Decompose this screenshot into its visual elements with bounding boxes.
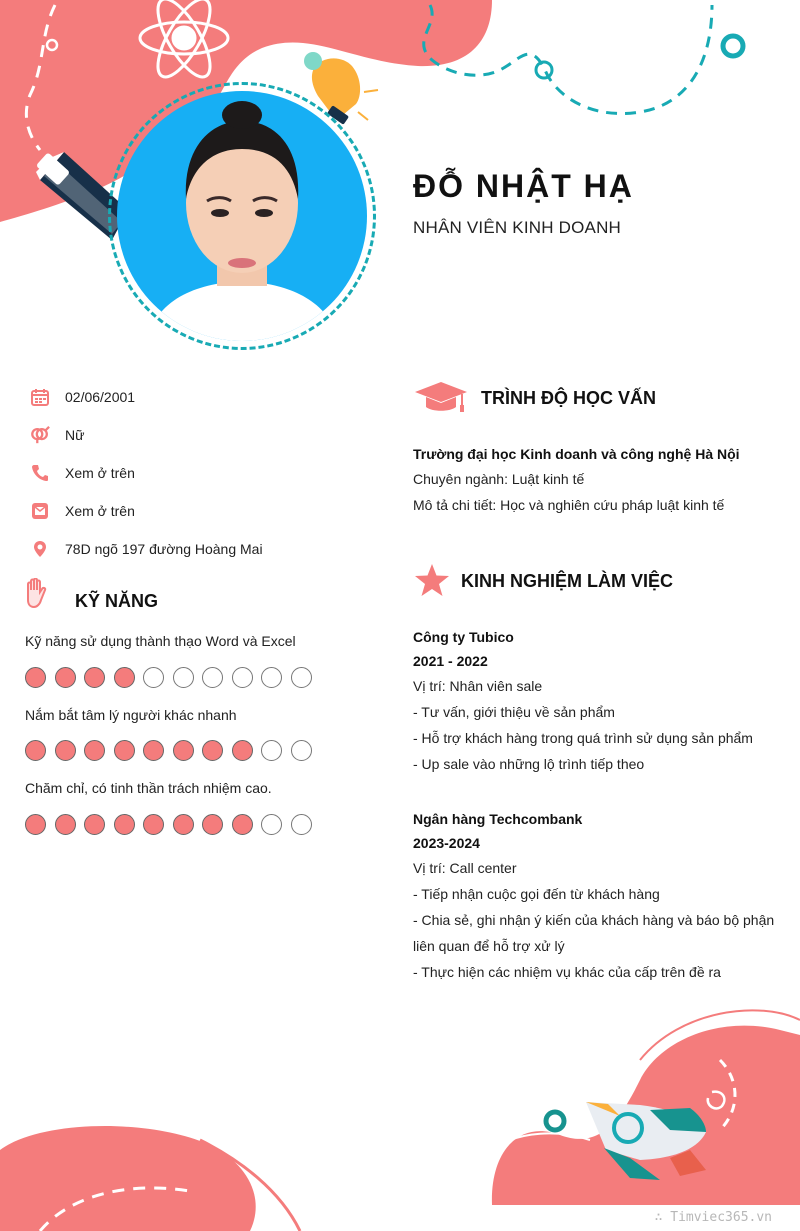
gender-icon (30, 425, 50, 445)
rating-dot-empty (173, 667, 194, 688)
watermark-logo-icon: ∴ (654, 1210, 671, 1225)
job-period: 2023-2024 (413, 835, 480, 851)
skill-name: Nắm bắt tâm lý người khác nhanh (25, 707, 237, 723)
info-birthday (30, 386, 135, 408)
rating-dot-empty (291, 667, 312, 688)
rating-dot-empty (232, 667, 253, 688)
rating-dot-empty (143, 667, 164, 688)
candidate-position: NHÂN VIÊN KINH DOANH (413, 218, 622, 237)
skill-rating (25, 814, 320, 835)
rating-dot-empty (261, 740, 282, 761)
education-detail: Mô tả chi tiết: Học và nghiên cứu pháp luật kinh tế (413, 497, 725, 513)
rating-dot-filled (114, 814, 135, 835)
rating-dot-filled (25, 740, 46, 761)
job-line: - Up sale vào những lộ trình tiếp theo (413, 756, 645, 772)
info-gender (30, 424, 84, 446)
rating-dot-filled (25, 814, 46, 835)
job-period: 2021 - 2022 (413, 653, 488, 669)
skill-name: Kỹ năng sử dụng thành thạo Word và Excel (25, 633, 296, 649)
rating-dot-filled (55, 814, 76, 835)
rating-dot-filled (143, 814, 164, 835)
address-value: 78D ngõ 197 đường Hoàng Mai (65, 541, 263, 557)
avatar (117, 91, 367, 341)
info-email (30, 500, 135, 522)
rating-dot-filled (202, 740, 223, 761)
rating-dot-empty (261, 814, 282, 835)
rating-dot-filled (173, 814, 194, 835)
rating-dot-filled (114, 740, 135, 761)
skill-rating (25, 667, 320, 688)
star-icon (414, 563, 450, 602)
job-company: Ngân hàng Techcombank (413, 811, 583, 827)
email-value: Xem ở trên (65, 503, 135, 519)
watermark (655, 1210, 772, 1225)
birthday-value: 02/06/2001 (65, 389, 136, 405)
rating-dot-filled (84, 667, 105, 688)
school-name: Trường đại học Kinh doanh và công nghệ Hà Nội (413, 446, 740, 462)
rating-dot-filled (202, 814, 223, 835)
job-line: liên quan để hỗ trợ xử lý (413, 938, 565, 954)
skills-title: KỸ NĂNG (75, 591, 159, 611)
phone-value: Xem ở trên (65, 465, 135, 481)
rating-dot-filled (84, 814, 105, 835)
job-line: - Tư vấn, giới thiệu về sản phẩm (413, 704, 615, 720)
major: Chuyên ngành: Luật kinh tế (413, 471, 585, 487)
calendar-icon (30, 387, 50, 407)
rating-dot-empty (261, 667, 282, 688)
job-company: Công ty Tubico (413, 629, 514, 645)
job-line: - Tiếp nhận cuộc gọi đến từ khách hàng (413, 886, 660, 902)
rating-dot-filled (55, 740, 76, 761)
info-phone (30, 462, 135, 484)
rating-dot-empty (291, 814, 312, 835)
job-role: Vị trí: Nhân viên sale (413, 678, 543, 694)
hand-icon (24, 578, 48, 615)
graduation-cap-icon (414, 380, 468, 419)
job-role: Vị trí: Call center (413, 860, 517, 876)
location-icon (30, 539, 50, 559)
rating-dot-empty (291, 740, 312, 761)
rating-dot-filled (84, 740, 105, 761)
info-address (30, 538, 263, 560)
watermark-text: Timviec365.vn (670, 1210, 772, 1225)
rating-dot-empty (202, 667, 223, 688)
rating-dot-filled (143, 740, 164, 761)
job-line: - Thực hiện các nhiệm vụ khác của cấp trên đề ra (413, 964, 721, 980)
rating-dot-filled (232, 740, 253, 761)
job-line: - Chia sẻ, ghi nhận ý kiến của khách hàng và báo bộ phận (413, 912, 775, 928)
candidate-name: ĐỖ NHẬT HẠ (413, 168, 634, 204)
rating-dot-filled (55, 667, 76, 688)
rating-dot-filled (114, 667, 135, 688)
email-icon (30, 501, 50, 521)
phone-icon (30, 463, 50, 483)
experience-title: KINH NGHIỆM LÀM VIỆC (461, 571, 674, 591)
rating-dot-filled (25, 667, 46, 688)
job-line: - Hỗ trợ khách hàng trong quá trình sử dụng sản phẩm (413, 730, 753, 746)
rating-dot-filled (232, 814, 253, 835)
skill-name: Chăm chỉ, có tinh thần trách nhiệm cao. (25, 780, 272, 796)
skill-rating (25, 740, 320, 761)
education-title: TRÌNH ĐỘ HỌC VẤN (481, 388, 656, 408)
gender-value: Nữ (65, 427, 85, 443)
rating-dot-filled (173, 740, 194, 761)
